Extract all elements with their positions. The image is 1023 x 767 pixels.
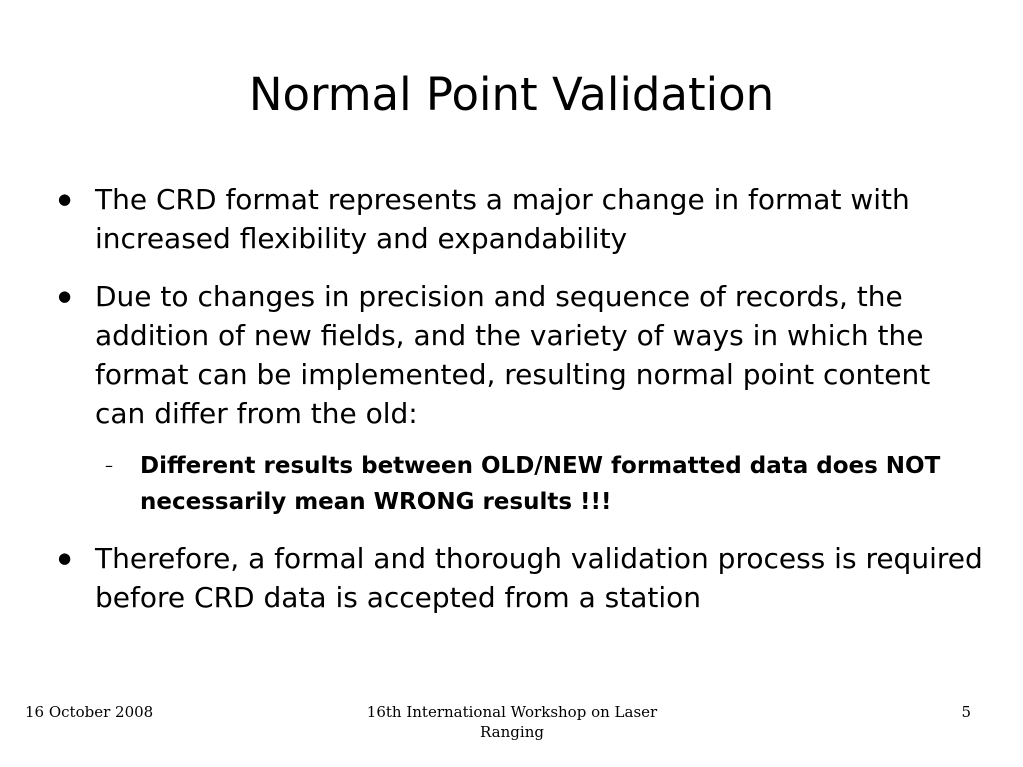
footer-date: 16 October 2008 [25, 703, 154, 721]
bullet-text: The CRD format represents a major change in format with increased flexibility and expandability [95, 183, 910, 255]
sub-bullet-item [105, 448, 985, 520]
bullet-list [55, 180, 985, 636]
bullet-item [55, 539, 985, 617]
bullet-icon: ● [58, 287, 72, 305]
footer-event: 16th International Workshop on Laser Ranging [366, 703, 658, 741]
bullet-icon: ● [58, 190, 72, 208]
bullet-icon: ● [58, 549, 72, 567]
bullet-item [55, 180, 985, 258]
sub-bullet-text: Different results between OLD/NEW formatted data does NOT necessarily mean WRONG results !!! [140, 453, 941, 515]
bullet-text: Due to changes in precision and sequence of records, the addition of new fields, and the variety of ways in which the format can be implemented, resulting normal point content can differ from the old: [95, 280, 931, 430]
page-number: 5 [961, 703, 971, 721]
slide-title: Normal Point Validation [248, 68, 775, 121]
dash-bullet-icon: – [105, 456, 113, 475]
bullet-item [55, 277, 985, 433]
bullet-text: Therefore, a formal and thorough validation process is required before CRD data is accepted from a station [95, 542, 983, 614]
